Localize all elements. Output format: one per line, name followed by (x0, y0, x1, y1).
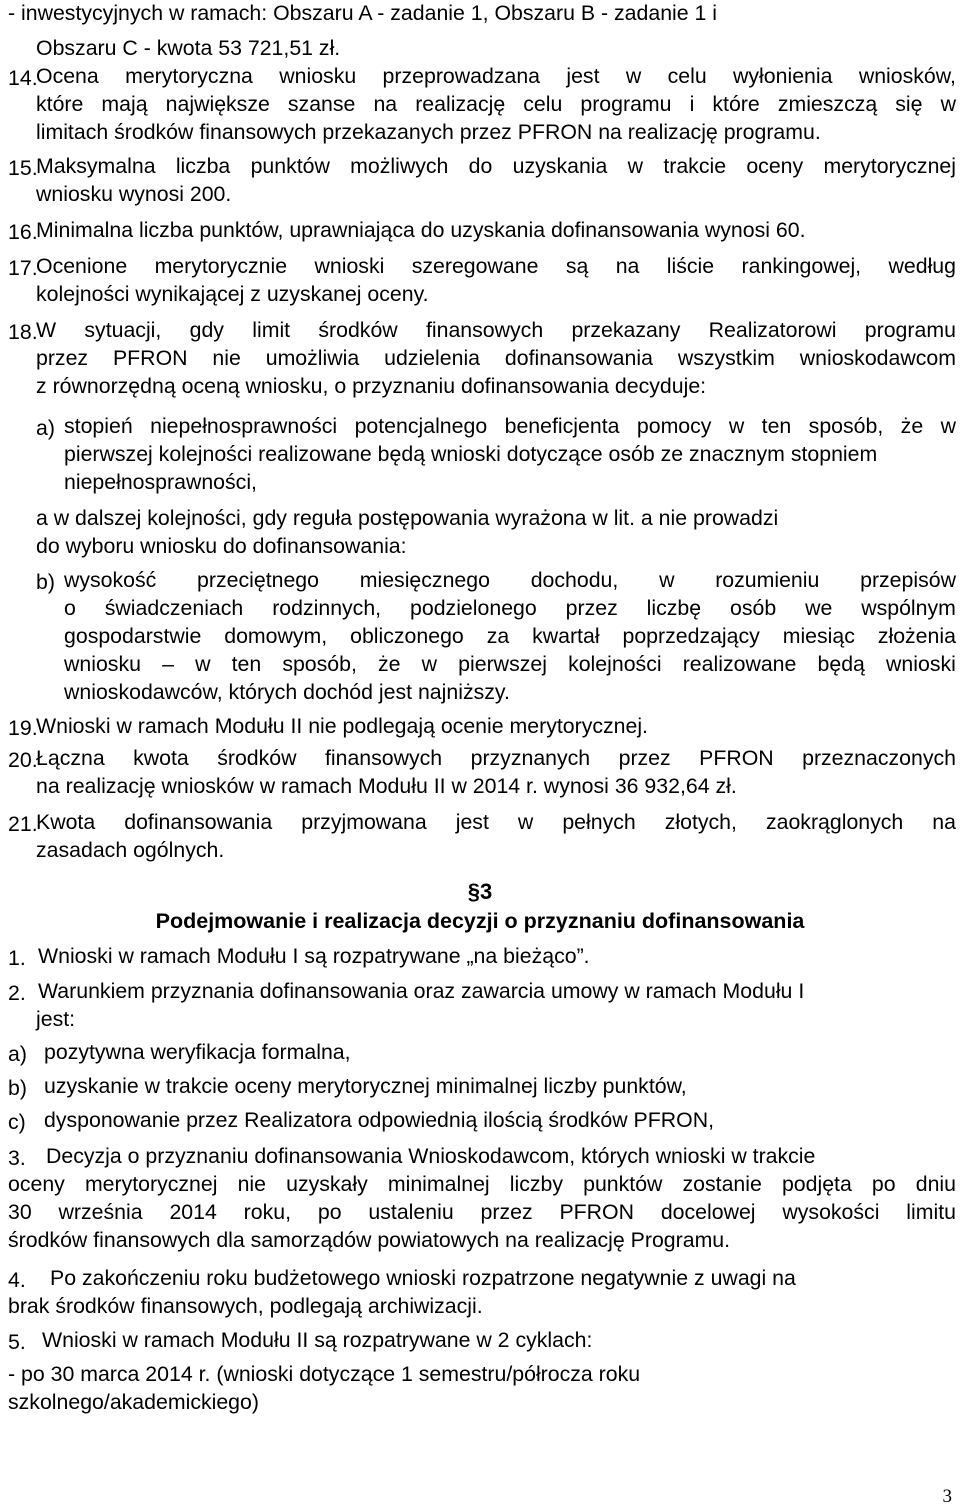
word: wszystkim (677, 346, 775, 370)
word: wnioskodawcom (799, 346, 956, 370)
word: przeprowadzana (382, 64, 541, 88)
word: rozumieniu (715, 568, 820, 592)
word: limitu (906, 1200, 956, 1224)
word: jest (566, 64, 600, 88)
word: liście (666, 254, 715, 278)
word: realizację (415, 92, 506, 116)
list-number: 15. (8, 156, 38, 180)
word: pomocy (636, 414, 712, 438)
word: docelowej (660, 1200, 756, 1224)
word: miesięcznego (359, 568, 490, 592)
text-line: Wnioski w ramach Modułu I są rozpatrywane „na bieżąco”. (38, 944, 590, 968)
text-line: brak środków finansowych, podlegają archiwizacji. (8, 1294, 483, 1318)
word: liczby (509, 1172, 564, 1196)
word: wspólnym (861, 596, 956, 620)
word: stopień (64, 414, 133, 438)
word: pierwszej (458, 652, 547, 676)
word: celu (667, 64, 707, 88)
list-number: 5. (8, 1330, 26, 1354)
word: zaokrąglonych (765, 810, 904, 834)
word: Ocena (36, 64, 99, 88)
word: sposób, (282, 652, 357, 676)
text-line: pozytywna weryfikacja formalna, (44, 1040, 351, 1064)
word: Maksymalna (36, 154, 156, 178)
text-line: Minimalna liczba punktów, uprawniająca do uzyskania dofinansowania wynosi 60. (36, 218, 806, 242)
word: domowym, (224, 624, 328, 648)
list-number: 1. (8, 946, 26, 970)
word: PFRON (559, 1200, 634, 1224)
word: celu (523, 92, 563, 116)
word: będą (817, 652, 865, 676)
text-line: Warunkiem przyznania dofinansowania oraz zawarcia umowy w ramach Modułu I (38, 979, 805, 1003)
text-line: Wnioski w ramach Modułu II nie podlegają ocenie merytorycznej. (36, 714, 648, 738)
text-line: pierwszej kolejności realizowane będą wnioski dotyczące osób ze znacznym stopniem (64, 442, 878, 466)
word: we (805, 596, 833, 620)
list-label: a) (36, 416, 55, 440)
word: beneficjenta (504, 414, 620, 438)
word: według (888, 254, 956, 278)
word: przez (36, 346, 89, 370)
text-line (36, 256, 956, 277)
word: w (421, 652, 438, 676)
text-line: kolejności wynikającej z uzyskanej oceny. (36, 282, 429, 306)
word: przez (480, 1200, 533, 1224)
text-line: wnioskodawców, których dochód jest najniższy. (64, 680, 510, 704)
text-line (36, 66, 956, 87)
word: punktów (250, 154, 330, 178)
word: po (317, 1200, 342, 1224)
word: możliwych (350, 154, 449, 178)
section-title: Podejmowanie i realizacja decyzji o przyznaniu dofinansowania (155, 909, 805, 933)
list-label: c) (8, 1110, 26, 1134)
word: przyjmowana (301, 810, 427, 834)
word: programu (580, 92, 672, 116)
word: miesiąc (782, 624, 855, 648)
word: umożliwia (265, 346, 360, 370)
word: września (58, 1200, 143, 1224)
word: Realizatorowi (708, 318, 837, 342)
text-line (64, 416, 956, 437)
word: w (940, 92, 956, 116)
text-line: na realizację wniosków w ramach Modułu II w 2014 r. wynosi 36 932,64 zł. (36, 774, 737, 798)
word: że (378, 652, 401, 676)
text-line: Wnioski w ramach Modułu II są rozpatrywane w 2 cyklach: (42, 1328, 593, 1352)
word: gdy (189, 318, 224, 342)
text-line (36, 94, 956, 115)
text-line (36, 320, 956, 341)
list-number: 2. (8, 981, 26, 1005)
word: w (659, 568, 675, 592)
word: obliczonego (350, 624, 464, 648)
text-line: zasadach ogólnych. (36, 838, 225, 862)
list-number: 14. (8, 66, 38, 90)
text-line: wniosku wynosi 200. (36, 182, 232, 206)
word: merytorycznej (84, 1172, 218, 1196)
text-line (64, 598, 956, 619)
word: trakcie (663, 154, 727, 178)
word: jest (455, 810, 489, 834)
word: na (615, 254, 640, 278)
word: Kwota (36, 810, 96, 834)
word: mają (101, 92, 148, 116)
word: 2014 (169, 1200, 217, 1224)
word: uzyskały (286, 1172, 368, 1196)
word: największe (165, 92, 270, 116)
text-line (64, 626, 956, 647)
word: oceny (746, 154, 804, 178)
word: programu (864, 318, 956, 342)
word: przeznaczonych (802, 746, 956, 770)
word: rodzinnych, (272, 596, 382, 620)
word: przez (565, 596, 618, 620)
section-symbol: §3 (467, 879, 493, 904)
word: ten (231, 652, 262, 676)
list-number: 16. (8, 220, 38, 244)
text-line: limitach środków finansowych przekazanych przez PFRON na realizację programu. (36, 120, 821, 144)
word: oceny (8, 1172, 65, 1196)
text-line (36, 812, 956, 833)
word: punktów (583, 1172, 663, 1196)
word: zmieszczą (777, 92, 878, 116)
word: gospodarstwie (64, 624, 202, 648)
list-number: 3. (8, 1146, 26, 1170)
word: które (712, 92, 760, 116)
list-number: 17. (8, 256, 38, 280)
word: roku, (243, 1200, 292, 1224)
word: W (36, 318, 57, 342)
text-line: dysponowanie przez Realizatora odpowiednią ilością środków PFRON, (44, 1108, 714, 1132)
list-number: 20. (8, 748, 38, 772)
word: potencjalnego (354, 414, 488, 438)
word: po (871, 1172, 896, 1196)
word: merytoryczna (125, 64, 253, 88)
list-label: b) (36, 570, 55, 594)
word: sytuacji, (84, 318, 162, 342)
word: i (689, 92, 695, 116)
word: merytorycznie (154, 254, 288, 278)
text-line: z równorzędną oceną wniosku, o przyznaniu dofinansowania decyduje: (36, 374, 707, 398)
word: wnioski (886, 652, 956, 676)
text-line (8, 1202, 956, 1223)
word: wniosku (64, 652, 141, 676)
word: osób (729, 596, 777, 620)
word: które (36, 92, 84, 116)
word: PFRON (112, 346, 188, 370)
word: do (468, 154, 493, 178)
word: podzielonego (410, 596, 537, 620)
word: złożenia (877, 624, 956, 648)
word: się (895, 92, 923, 116)
word: szanse (287, 92, 356, 116)
word: złotych, (664, 810, 737, 834)
text-line: szkolnego/akademickiego) (8, 1390, 259, 1414)
word: o (64, 596, 76, 620)
word: liczbę (646, 596, 702, 620)
text-line: Po zakończeniu roku budżetowego wnioski rozpatrzone negatywnie z uwagi na (50, 1266, 796, 1290)
text-line: niepełnosprawności, (64, 470, 257, 494)
word: finansowych (324, 746, 443, 770)
word: PFRON (699, 746, 774, 770)
word: przepisów (860, 568, 956, 592)
word: ustaleniu (368, 1200, 454, 1224)
page-number: 3 (942, 1486, 952, 1507)
word: realizowane (682, 652, 797, 676)
word: w (627, 154, 644, 178)
text-line: jest: (36, 1007, 76, 1031)
list-label: a) (8, 1042, 27, 1066)
word: nie (212, 346, 241, 370)
word: w (195, 652, 211, 676)
text-line (36, 156, 956, 177)
word: ten (761, 414, 792, 438)
text-line: Decyzja o przyznaniu dofinansowania Wnioskodawcom, których wnioski w trakcie (46, 1144, 816, 1168)
word: Łączna (36, 746, 105, 770)
word: pełnych (562, 810, 636, 834)
word: w (625, 64, 642, 88)
word: podjęta (781, 1172, 852, 1196)
word: wysokości (782, 1200, 880, 1224)
word: wysokość (64, 568, 157, 592)
text-line: a w dalszej kolejności, gdy reguła postępowania wyrażona w lit. a nie prowadzi (36, 506, 779, 530)
text-line: - inwestycyjnych w ramach: Obszaru A - zadanie 1, Obszaru B - zadanie 1 i (8, 1, 718, 25)
list-label: b) (8, 1076, 27, 1100)
word: wyłonienia (733, 64, 833, 88)
word: w (940, 414, 956, 438)
text-line (64, 654, 956, 675)
list-number: 19. (8, 716, 38, 740)
word: kolejności (568, 652, 662, 676)
word: 30 (8, 1200, 32, 1224)
word: na (932, 810, 956, 834)
list-number: 18. (8, 320, 38, 344)
word: przeciętnego (197, 568, 319, 592)
word: przez (618, 746, 671, 770)
word: są (565, 254, 589, 278)
word: w (517, 810, 534, 834)
word: nie (237, 1172, 266, 1196)
word: na (373, 92, 398, 116)
word: niepełnosprawności (150, 414, 338, 438)
word: rankingowej, (741, 254, 862, 278)
list-number: 21. (8, 812, 38, 836)
word: liczba (175, 154, 231, 178)
word: dniu (915, 1172, 956, 1196)
word: udzielenia (384, 346, 481, 370)
word: przekazany (571, 318, 681, 342)
word: wniosku (279, 64, 357, 88)
word: środków (217, 746, 297, 770)
word: przyznanych (470, 746, 591, 770)
text-line: Obszaru C - kwota 53 721,51 zł. (36, 36, 341, 60)
text-line: do wyboru wniosku do dofinansowania: (36, 534, 407, 558)
word: Ocenione (36, 254, 128, 278)
word: dofinansowania (124, 810, 273, 834)
word: sposób, (808, 414, 884, 438)
word: minimalnej (387, 1172, 490, 1196)
word: – (162, 652, 174, 676)
word: wnioski (314, 254, 385, 278)
word: że (900, 414, 924, 438)
text-line (36, 348, 956, 369)
word: środków (318, 318, 398, 342)
text-line (8, 1174, 956, 1195)
word: finansowych (425, 318, 544, 342)
word: świadczeniach (104, 596, 244, 620)
text-line: - po 30 marca 2014 r. (wnioski dotyczące 1 semestru/półrocza roku (8, 1362, 641, 1386)
text-line: uzyskanie w trakcie oceny merytorycznej minimalnej liczby punktów, (44, 1074, 687, 1098)
text-line (64, 570, 956, 591)
word: dofinansowania (504, 346, 653, 370)
text-line (36, 748, 956, 769)
word: szeregowane (411, 254, 539, 278)
word: limit (252, 318, 291, 342)
word: kwota (133, 746, 189, 770)
word: wniosków, (858, 64, 956, 88)
word: uzyskania (512, 154, 608, 178)
word: kwartał (532, 624, 600, 648)
word: zostanie (682, 1172, 762, 1196)
word: dochodu, (530, 568, 619, 592)
word: w (728, 414, 745, 438)
list-number: 4. (8, 1268, 26, 1292)
word: poprzedzający (622, 624, 760, 648)
word: merytorycznej (823, 154, 956, 178)
word: za (486, 624, 510, 648)
text-line: środków finansowych dla samorządów powiatowych na realizację Programu. (8, 1228, 731, 1252)
